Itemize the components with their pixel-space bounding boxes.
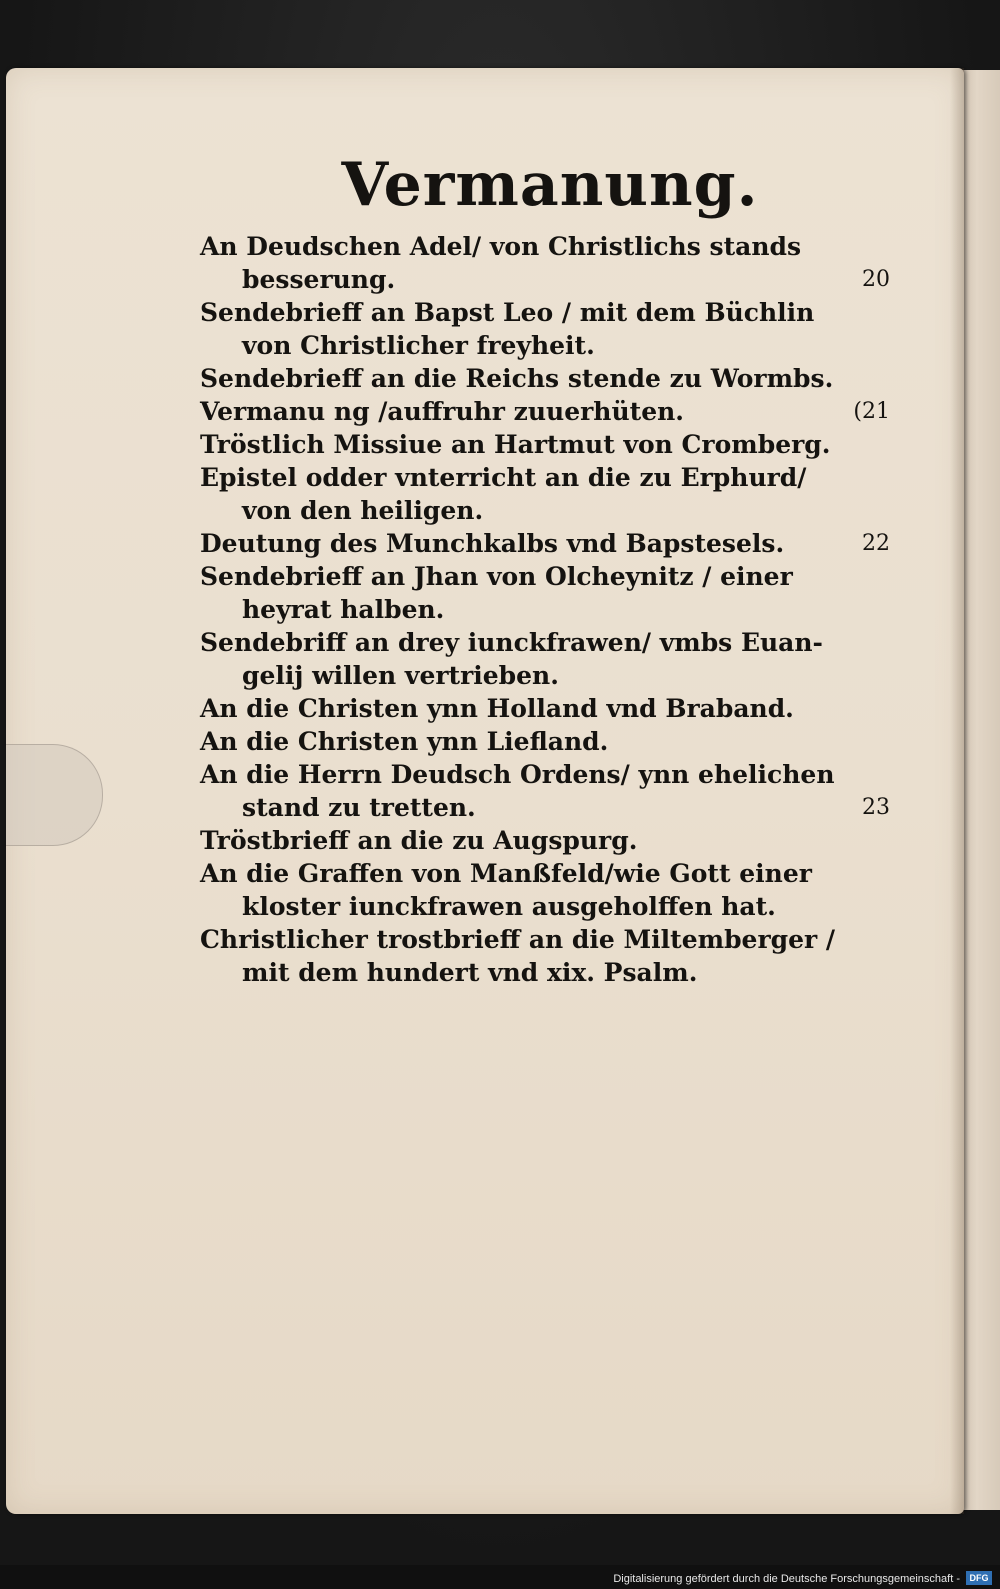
toc-line: Sendebrieff an Jhan von Olcheynitz / einer xyxy=(200,562,793,591)
toc-line: heyrat halben. xyxy=(242,595,445,624)
toc-line: Sendebrieff an die Reichs stende zu Wormbs. xyxy=(200,364,834,393)
toc-entry xyxy=(200,296,890,362)
toc-line: von den heiligen. xyxy=(242,496,484,525)
toc-line: Sendebrieff an Bapst Leo / mit dem Büchlin xyxy=(200,298,815,327)
toc-entry xyxy=(200,857,890,923)
toc-line: mit dem hundert vnd xix. Psalm. xyxy=(242,958,698,987)
toc-page-number: (21 xyxy=(853,399,890,424)
toc-entry xyxy=(200,692,890,725)
toc-entry xyxy=(200,626,890,692)
toc-entry xyxy=(200,230,890,296)
toc-line: gelij willen vertrieben. xyxy=(242,661,559,690)
toc-line: kloster iunckfrawen ausgeholffen hat. xyxy=(242,892,776,921)
toc-line: besserung. xyxy=(242,265,396,294)
toc-line: An die Herrn Deudsch Ordens/ ynn ehelichen xyxy=(200,760,835,789)
funding-credit: Digitalisierung gefördert durch die Deutsche Forschungsgemeinschaft - xyxy=(613,1573,960,1585)
page-heading: Vermanung. xyxy=(341,150,759,220)
toc-line: Vermanu ng /auffruhr zuuerhüten. xyxy=(200,397,684,426)
toc-page-number: 20 xyxy=(862,267,890,292)
toc-entry xyxy=(200,527,890,560)
toc-entry xyxy=(200,824,890,857)
toc-entry xyxy=(200,758,890,824)
table-of-contents xyxy=(200,140,890,989)
toc-line: Epistel odder vnterricht an die zu Erphurd/ xyxy=(200,463,807,492)
toc-entry xyxy=(200,725,890,758)
toc-entry xyxy=(200,428,890,461)
toc-line: An die Christen ynn Liefland. xyxy=(200,727,609,756)
toc-page-number: 22 xyxy=(862,531,890,556)
toc-line: An die Graffen von Manßfeld/wie Gott einer xyxy=(200,859,812,888)
toc-line: Tröstlich Missiue an Hartmut von Cromberg. xyxy=(200,430,831,459)
facing-page-edge xyxy=(958,70,1000,1510)
toc-entry xyxy=(200,923,890,989)
toc-entry xyxy=(200,560,890,626)
toc-entry xyxy=(200,395,890,428)
toc-line: An Deudschen Adel/ von Christlichs stands xyxy=(200,232,802,261)
toc-line: An die Christen ynn Holland vnd Braband. xyxy=(200,694,794,723)
footer-strip xyxy=(0,1565,1000,1589)
toc-entry xyxy=(200,461,890,527)
toc-line: stand zu tretten. xyxy=(242,793,476,822)
toc-entry xyxy=(200,362,890,395)
toc-line: von Christlicher freyheit. xyxy=(242,331,595,360)
toc-page-number: 23 xyxy=(862,795,890,820)
toc-line: Christlicher trostbrieff an die Miltemberger / xyxy=(200,925,836,954)
toc-line: Tröstbrieff an die zu Augspurg. xyxy=(200,826,638,855)
dfg-logo: DFG xyxy=(966,1571,992,1585)
toc-line: Sendebriff an drey iunckfrawen/ vmbs Euan- xyxy=(200,628,823,657)
page-tab-marker xyxy=(6,744,103,846)
toc-line: Deutung des Munchkalbs vnd Bapstesels. xyxy=(200,529,785,558)
